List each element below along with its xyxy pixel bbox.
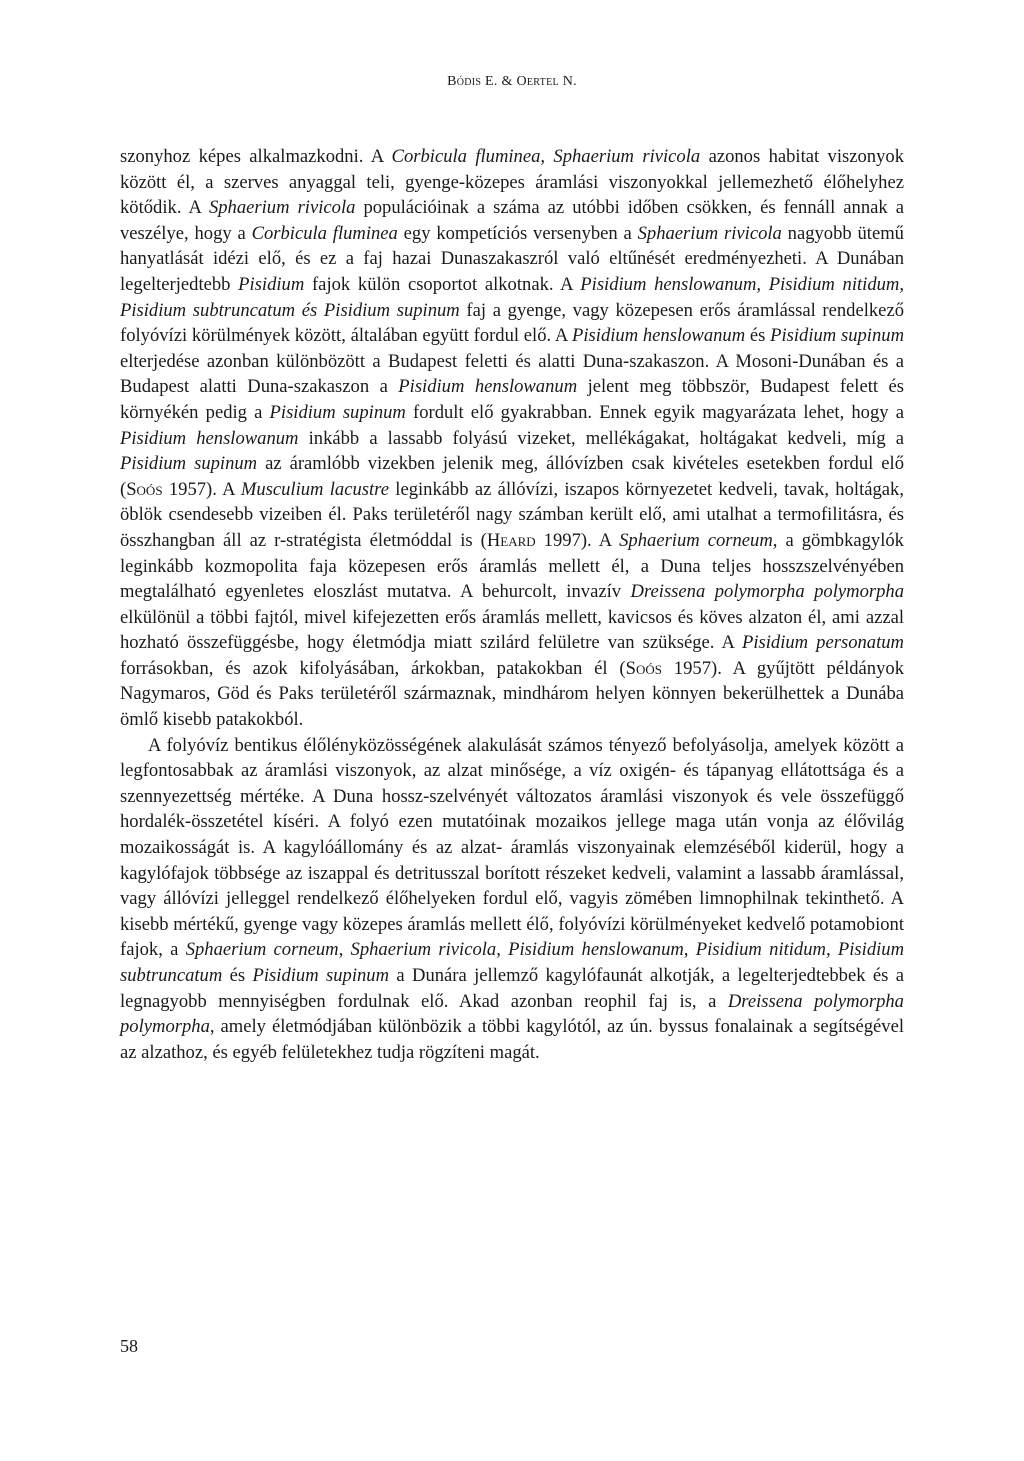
body-text bbox=[120, 144, 904, 1065]
text-run: fordult elő gyakrabban. Ennek egyik magyarázata lehet, hogy a bbox=[405, 401, 904, 423]
italic-term: Sphaerium rivicola bbox=[637, 222, 782, 244]
text-run: leginkább az állóvízi, iszapos környezetet kedveli, tavak, holtágak, öblök csendesebb vizeiben él. Paks területéről nagy számban került elő, ami utalhat a termofilitásra, és összhangban áll az r-stratégista életmóddal is ( bbox=[120, 478, 904, 551]
text-run: egy kompetíciós versenyben a bbox=[397, 222, 638, 244]
text-run: forrásokban, és azok kifolyásában, árkokban, patakokban él ( bbox=[120, 657, 626, 679]
italic-term: Pisidium henslowanum bbox=[572, 325, 746, 347]
text-run: 1957). A bbox=[162, 478, 241, 500]
running-header: Bódis E. & Oertel N. bbox=[447, 74, 577, 89]
italic-term: Corbicula fluminea, Sphaerium rivicola bbox=[391, 146, 701, 167]
italic-term: Pisidium supinum bbox=[252, 965, 390, 986]
text-run: 1997). A bbox=[535, 529, 620, 551]
italic-term: Sphaerium rivicola bbox=[208, 197, 356, 219]
text-run: a Dunára jellemző kagylófaunát alkotják, a legelterjedtebbek és a legnagyobb mennyiségben fordulnak elő. Akad azonban reophil faj is, a bbox=[120, 965, 905, 1012]
text-run: elterjedése azonban különbözött a Budapest feletti és alatti Duna-szakaszon. A Mosoni-Dunában és a Budapest alatti Duna-szakaszon a bbox=[120, 350, 904, 398]
italic-term: Pisidium henslowanum, Pisidium nitidum, Pisidium subtruncatum és Pisidium supinum bbox=[120, 273, 904, 321]
italic-term: Sphaerium corneum, Sphaerium rivicola, Pisidium henslowanum, Pisidium nitidum, Pisidium subtruncatum bbox=[120, 939, 905, 986]
italic-term: Pisidium henslowanum bbox=[398, 376, 578, 398]
italic-term: Pisidium henslowanum bbox=[120, 427, 299, 449]
text-run: és bbox=[745, 325, 771, 347]
text-run: elkülönül a többi fajtól, mivel kifejezetten erős áramlás mellett, kavicsos és köves alzaton él, ami azzal hozható összefüggésbe, hogy életmódja miatt szilárd felületre van szüksége. A bbox=[120, 606, 904, 654]
italic-term: Pisidium personatum bbox=[741, 632, 904, 654]
italic-term: Pisidium supinum bbox=[770, 325, 904, 347]
paragraph-2 bbox=[120, 733, 904, 1066]
author-citation: Soós bbox=[625, 657, 662, 679]
text-run: fajok külön csoportot alkotnak. A bbox=[304, 273, 581, 295]
text-run: és bbox=[222, 965, 253, 986]
text-run: , amely életmódjában különbözik a többi kagylótól, az ún. byssus fonalainak a segítségével az alzathoz, és egyéb felületekhez tudja rögzíteni magát. bbox=[120, 1016, 904, 1063]
text-run: faj a gyenge, vagy közepesen erős áramlással rendelkező folyóvízi körülmények között, általában együtt fordul elő. A bbox=[120, 299, 904, 347]
italic-term: Corbicula fluminea bbox=[251, 222, 398, 244]
text-run: az áramlóbb vizekben jelenik meg, állóvízben csak kivételes esetekben fordul elő ( bbox=[120, 453, 904, 500]
paragraph-1 bbox=[120, 144, 904, 733]
italic-term: Pisidium bbox=[238, 273, 305, 295]
italic-term: Dreissena polymorpha polymorpha bbox=[630, 581, 904, 603]
italic-term: Pisidium supinum bbox=[120, 453, 258, 475]
italic-term: Musculium lacustre bbox=[240, 478, 389, 500]
text-run: szonyhoz képes alkalmazkodni. A bbox=[120, 146, 392, 167]
author-citation: Soós bbox=[126, 478, 163, 500]
text-run: nagyobb ütemű hanyatlását idézi elő, és ez a faj hazai Dunaszakaszról való eltűnését eredményezheti. A Dunában legelterjedtebb bbox=[120, 222, 904, 295]
text-run: 1957). A gyűjtött példányok Nagymaros, Göd és Paks területéről származnak, mindhárom helyen könnyen bekerülhettek a Dunába ömlő kisebb patakokból. bbox=[120, 657, 904, 731]
text-run: azonos habitat viszonyok között él, a szerves anyaggal teli, gyenge-közepes áramlási viszonyokkal jellemezhető élőhelyhez kötődik. A bbox=[120, 146, 904, 219]
text-run: inkább a lassabb folyású vizeket, mellékágakat, holtágakat kedveli, míg a bbox=[298, 427, 905, 449]
text-run: , a gömbkagylók leginkább kozmopolita faja közepesen erős áramlás mellett él, a Duna teljes hosszszelvényében megtalálható egyenletes eloszlást mutatva. A behurcolt, invazív bbox=[120, 529, 904, 603]
italic-term: Pisidium supinum bbox=[269, 401, 406, 423]
author-citation: Heard bbox=[486, 529, 536, 551]
page-number: 58 bbox=[120, 1336, 138, 1356]
text-run: populációinak a száma az utóbbi időben csökken, és fennáll annak a veszélye, hogy a bbox=[120, 197, 904, 244]
italic-term: Dreissena polymorpha polymorpha bbox=[120, 990, 904, 1038]
italic-term: Sphaerium corneum bbox=[619, 529, 773, 551]
text-run: A folyóvíz bentikus élőlényközösségének alakulását számos tényező befolyásolja, amelyek között a legfontosabbak az áramlási viszonyok, az alzat minősége, a víz oxigén- és tápanyag ellátottsága és a szennyezettség mértéke. A Duna hossz-szelvényét változatos áramlási viszonyok és vele összefüggő hordalék-összetétel kíséri. A folyó ezen mutatóinak mozaikos jellege maga után vonja az élővilág mozaikosságát is. A kagylóállomány és az alzat- áramlás viszonyainak elemzéséből kiderül, hogy a kagylófajok többsége az iszappal és detritusszal borított részeket kedveli, valamint a lassabb áramlással, vagy állóvízi jelleggel rendelkező élőhelyeken fordul elő, vagyis zömében limnophilnak tekinthető. A kisebb mértékű, gyenge vagy közepes áramlás mellett élő, folyóvízi körülményeket kedvelő potamobiont fajok, a bbox=[120, 734, 904, 961]
text-run: jelent meg többször, Budapest felett és környékén pedig a bbox=[120, 376, 905, 423]
